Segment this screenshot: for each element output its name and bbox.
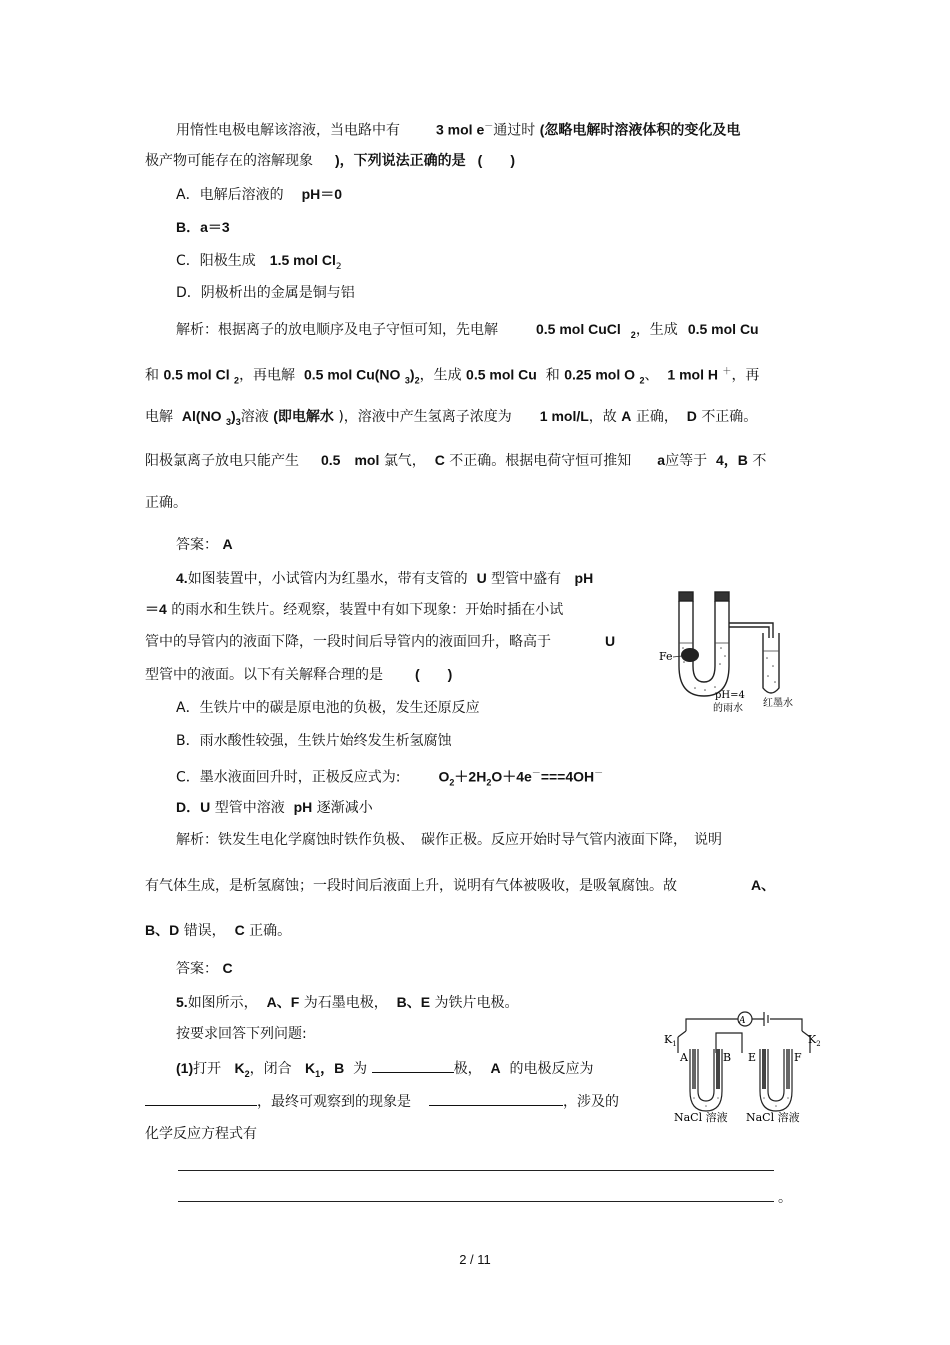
iron-piece — [681, 648, 699, 662]
electrode-e — [762, 1049, 766, 1089]
intro-line-2 — [145, 150, 515, 171]
text: ) — [409, 366, 415, 383]
text: A、 — [751, 877, 776, 893]
text: 0.5 mol CuCl — [536, 321, 621, 337]
top-wire-left — [686, 1019, 738, 1031]
text: A．生铁片中的碳是原电池的负极，发生还原反应 — [176, 700, 480, 716]
text: O＋4e — [491, 768, 532, 785]
text: B．雨水酸性较强，生铁片始终发生析氢腐蚀 — [176, 733, 452, 749]
text: 1.5 mol Cl — [269, 252, 336, 268]
q4-analysis-3 — [145, 920, 291, 941]
text: 通过时 — [493, 122, 536, 139]
right-stopper — [715, 592, 729, 601]
text: 的雨水和生铁片。经观察，装置中有如下现象：开始时插在小试 — [171, 602, 564, 618]
subscript: 1 — [315, 1068, 321, 1079]
option-c — [176, 250, 342, 277]
b-label: B — [723, 1051, 732, 1064]
k2-subscript: 2 — [816, 1040, 821, 1048]
text: 0.5 mol Cu — [687, 321, 759, 337]
k1-label — [664, 1033, 677, 1048]
answer-blank-a-reaction[interactable] — [145, 1091, 257, 1106]
text: pH — [293, 799, 313, 815]
text: 正确。 — [145, 495, 187, 511]
text: ＝4 — [145, 601, 167, 617]
text: 错误， — [183, 923, 226, 939]
text: 解析：铁发生电化学腐蚀时铁作负极、 碳作正极。反应开始时导气管内液面下降， 说明 — [176, 832, 722, 848]
f-label: F — [794, 1051, 802, 1064]
text: U — [200, 799, 211, 815]
text: Al(NO — [181, 408, 222, 424]
text: 管中的导管内的液面下降，一段时间后导管内的液面回升，略高于 — [145, 634, 551, 650]
q4-line-4 — [145, 664, 452, 685]
text: 溶液 — [240, 409, 269, 425]
subscript: 2 — [639, 375, 645, 386]
text: 5. — [176, 994, 188, 1010]
text: ，故 — [588, 409, 617, 425]
subscript: 2 — [335, 261, 342, 272]
k2-label — [808, 1033, 821, 1048]
fe-label: Fe — [659, 650, 673, 663]
option-b — [176, 217, 230, 238]
text: 和 — [145, 367, 159, 384]
text: 化学反应方程式有 — [145, 1126, 257, 1142]
text: 不 — [752, 453, 767, 469]
text: ，生成 — [419, 367, 462, 384]
text: C — [434, 452, 445, 468]
subscript: 3 — [235, 416, 241, 427]
option-d — [176, 283, 355, 303]
q4-option-d — [176, 797, 373, 818]
subscript: 3 — [404, 375, 410, 386]
text: ，再电解 — [239, 367, 296, 384]
electrode-f — [786, 1049, 790, 1089]
switch-k1 — [678, 1031, 686, 1037]
left-solution-label: NaCl 溶液 — [674, 1111, 728, 1124]
page-number: 2 / 11 — [459, 1252, 491, 1267]
text: )，溶液中产生氢离子浓度为 — [338, 409, 512, 425]
q4-line-3 — [145, 631, 615, 652]
text: 应等于 — [665, 453, 708, 469]
text: 如图装置中，小试管内为红墨水，带有支管的 — [187, 571, 468, 587]
answer-3 — [176, 534, 233, 555]
text: 0.25 mol O — [564, 366, 636, 383]
text: 型管中盛有 — [491, 571, 562, 587]
text: )，下列说法正确的是 — [335, 152, 466, 168]
text: D — [686, 408, 697, 424]
text: 为石墨电极， — [303, 995, 388, 1011]
text: 4. — [176, 570, 188, 586]
subscript: 2 — [449, 777, 455, 788]
text: 4，B — [716, 452, 748, 468]
q4-analysis-1 — [176, 830, 722, 850]
small-test-tube — [763, 633, 779, 693]
text: 氯气， — [383, 453, 426, 469]
u-tube-corrosion-figure — [655, 588, 815, 716]
intro-line-1 — [176, 117, 740, 141]
analysis-line-5 — [145, 493, 187, 513]
answer-blank-phenomenon[interactable] — [429, 1091, 563, 1106]
subscript: 2 — [234, 375, 240, 386]
text: A．电解后溶液的 — [176, 187, 284, 203]
subscript: 2 — [244, 1068, 250, 1079]
text: 逐渐减小 — [316, 800, 373, 816]
analysis-line-3 — [145, 406, 757, 432]
answer-blank-b[interactable] — [372, 1058, 454, 1073]
text: U — [605, 633, 616, 649]
subscript: 3 — [226, 416, 232, 427]
text: B、E — [396, 994, 431, 1010]
text: 阳极氯离子放电只能产生 — [145, 453, 299, 469]
text: 1 mol/L — [539, 408, 589, 424]
q5-line-3 — [176, 1058, 594, 1084]
e-label: E — [748, 1051, 757, 1064]
text: 电解 — [145, 409, 173, 425]
text: 正确， — [635, 409, 678, 425]
text: ，生成 — [635, 322, 678, 338]
text: pH — [574, 570, 594, 586]
top-wire-right — [752, 1019, 802, 1031]
q5-line-5 — [145, 1124, 257, 1144]
k1-subscript: 1 — [672, 1040, 677, 1048]
text: D． — [176, 799, 201, 815]
text: 有气体生成，是析氢腐蚀；一段时间后液面上升，说明有气体被吸收，是吸氧腐蚀。故 — [145, 878, 677, 894]
ammeter-label: A — [739, 1016, 746, 1026]
superscript: － — [531, 769, 541, 779]
text: 解析：根据离子的放电顺序及电子守恒可知，先电解 — [176, 322, 498, 338]
text: 型管中的液面。以下有关解释合理的是 — [145, 667, 383, 683]
text: 用惰性电极电解该溶液，当电路中有 — [176, 122, 400, 139]
red-ink-label: 红墨水 — [763, 698, 793, 709]
a-label: A — [680, 1051, 688, 1064]
text: a＝3 — [200, 219, 230, 235]
q4-analysis-2 — [145, 875, 775, 896]
text: 0.5 mol Cl — [163, 366, 230, 383]
text: 如图所示， — [187, 995, 258, 1011]
rainwater-label: 的雨水 — [713, 703, 743, 714]
text: ，涉及的 — [563, 1094, 619, 1110]
q5-line-4 — [145, 1091, 619, 1112]
subscript: 2 — [486, 777, 492, 788]
text: 极， — [453, 1061, 482, 1077]
text: 极产物可能存在的溶解现象 — [145, 153, 313, 169]
text: (1) — [176, 1060, 194, 1076]
text: 0.5 mol — [321, 452, 380, 468]
text: ===4OH — [540, 768, 595, 785]
text: 答案： — [176, 537, 218, 553]
left-stopper — [679, 592, 693, 601]
answer-line-1[interactable] — [178, 1170, 774, 1171]
q4-line-1 — [176, 568, 593, 589]
q4-line-2 — [145, 599, 563, 620]
text: B． — [176, 219, 201, 235]
q4-option-b — [176, 731, 452, 751]
answer-line-2[interactable] — [178, 1201, 774, 1202]
text: 。 — [778, 1190, 792, 1206]
analysis-line-1 — [176, 319, 759, 345]
text: D．阴极析出的金属是铜与铝 — [176, 285, 355, 301]
superscript: － — [484, 122, 494, 132]
text: 0.5 mol Cu(NO — [303, 366, 401, 383]
text: 的电极反应为 — [509, 1061, 594, 1077]
text: C — [222, 960, 233, 976]
text: ( ) — [477, 152, 515, 168]
q4-option-a — [176, 698, 480, 718]
text: ) — [231, 408, 236, 424]
text: 不正确。根据电荷守恒可推知 — [449, 453, 632, 469]
text: ，闭合 — [249, 1061, 292, 1077]
text: 和 — [545, 367, 560, 384]
side-arm — [729, 623, 773, 638]
text: 型管中溶液 — [214, 800, 285, 816]
text: ( ) — [415, 666, 453, 682]
text: pH＝0 — [301, 186, 343, 202]
text: 为 — [353, 1061, 368, 1077]
text: 为铁片电极。 — [434, 995, 519, 1011]
text: O — [438, 768, 450, 785]
answer-4 — [176, 958, 233, 979]
subscript: 2 — [414, 375, 420, 386]
k1-letter: K — [664, 1033, 673, 1046]
text: 、 — [644, 367, 659, 384]
u-tube-inner — [693, 601, 715, 682]
text: 正确。 — [249, 923, 292, 939]
text: (忽略电解时溶液体积的变化及电 — [539, 121, 741, 138]
text: ，最终可观察到的现象是 — [257, 1094, 411, 1110]
electrode-a — [692, 1049, 696, 1089]
option-a — [176, 184, 342, 205]
text: K — [234, 1060, 245, 1076]
k2-letter: K — [808, 1033, 817, 1046]
q4-option-c — [176, 764, 603, 792]
ph-label: pH=4 — [715, 690, 745, 701]
text: B、D — [145, 922, 180, 938]
text: A — [222, 536, 233, 552]
text: 不正确。 — [701, 409, 758, 425]
superscript: ＋ — [722, 367, 732, 377]
text: ，B — [320, 1060, 345, 1076]
text: ＋2H — [454, 768, 487, 785]
text: C — [234, 922, 245, 938]
text: A — [490, 1060, 501, 1076]
analysis-line-2 — [145, 362, 759, 390]
text: C．阳极生成 — [176, 253, 256, 269]
electrolysis-figure — [660, 1003, 820, 1125]
text: 答案： — [176, 961, 218, 977]
text: a — [657, 452, 666, 468]
subscript: 2 — [630, 329, 636, 340]
text: 打开 — [193, 1061, 222, 1077]
text: K — [304, 1060, 316, 1076]
q5-line-1 — [176, 992, 519, 1013]
end-mark — [778, 1188, 792, 1208]
electrode-b — [716, 1049, 720, 1089]
text: 按要求回答下列问题: — [176, 1026, 307, 1042]
text: A、F — [266, 994, 300, 1010]
text: 3 mol e — [436, 121, 485, 138]
superscript: － — [594, 769, 604, 779]
text: U — [476, 570, 487, 586]
text: 0.5 mol Cu — [466, 366, 537, 383]
text: ，再 — [731, 367, 760, 384]
q5-line-2 — [176, 1024, 307, 1044]
text: (即电解水 — [273, 408, 334, 424]
text: 1 mol H — [667, 366, 718, 383]
text: C．墨水液面回升时，正极反应式为: — [176, 769, 401, 786]
analysis-line-4 — [145, 450, 766, 471]
right-solution-label: NaCl 溶液 — [746, 1111, 800, 1124]
text: A — [621, 408, 632, 424]
